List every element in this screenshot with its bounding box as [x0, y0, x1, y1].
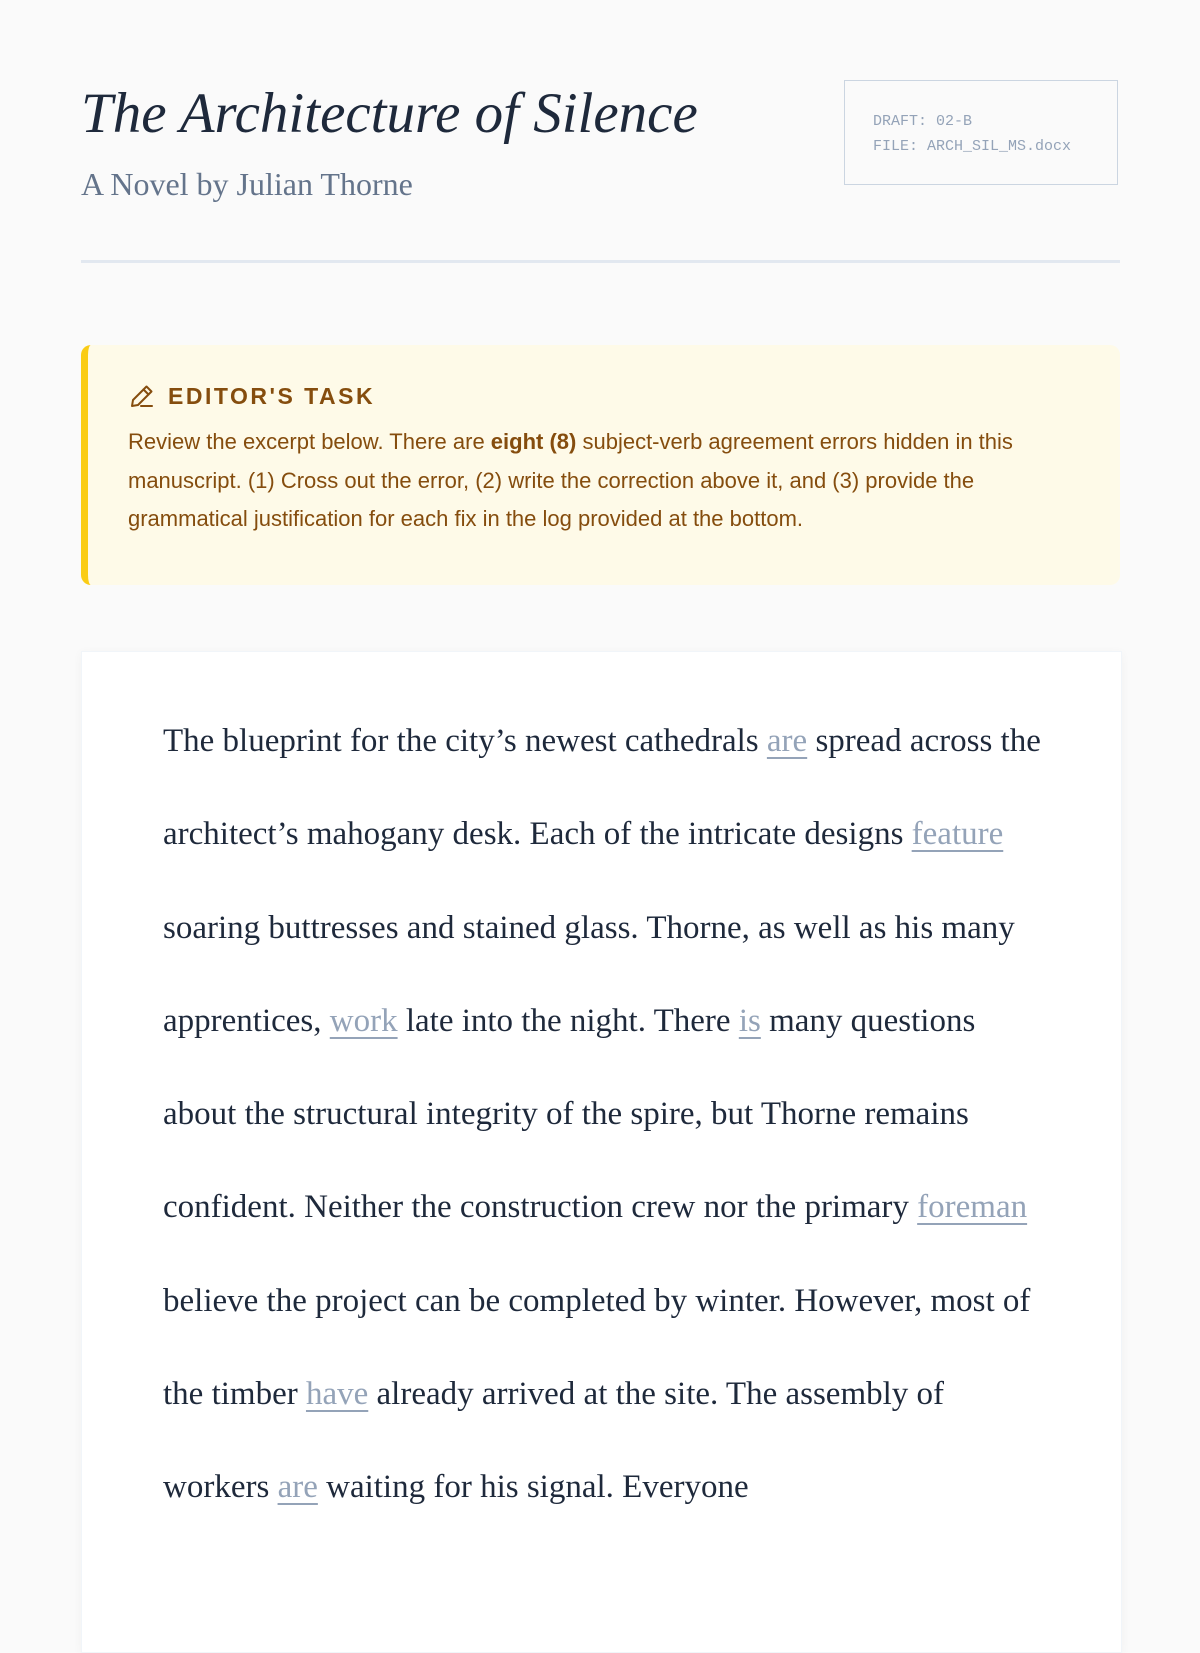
header-divider [81, 260, 1120, 263]
manuscript-page [81, 651, 1122, 1653]
book-subtitle: A Novel by Julian Thorne [81, 166, 413, 202]
pencil-icon [128, 382, 156, 410]
file-label: FILE: ARCH_SIL_MS.docx [873, 138, 1072, 155]
manuscript-excerpt [163, 695, 1043, 1535]
excerpt-text: late into the night. There [397, 1002, 739, 1039]
excerpt-text: waiting for his signal. Everyone [317, 1469, 749, 1506]
task-text-part-2: subject-verb agreement errors hidden in this manuscript. (1) Cross out the error, (2) write the correction above it, and (3) provide the grammatical justification for each fix in the log provided at the bottom. [128, 429, 1013, 531]
task-title: EDITOR'S TASK [168, 382, 376, 409]
task-text-part-1: Review the excerpt below. There are [128, 429, 491, 454]
flagged-word[interactable]: have [305, 1376, 369, 1413]
excerpt-text: The blueprint for the city’s newest cathedrals [163, 723, 767, 759]
flagged-word[interactable]: foreman [917, 1189, 1028, 1226]
excerpt-text: spread across the architect’s mahogany desk. Each of the intricate designs [163, 723, 1041, 853]
flagged-word[interactable]: is [738, 1002, 761, 1039]
draft-label: DRAFT: 02-B [873, 113, 973, 130]
file-info-box [844, 80, 1118, 185]
excerpt-text: many questions about the structural integrity of the spire, but Thorne remains confident. Neither the construction crew nor the primary [163, 1002, 976, 1226]
editor-task-callout [81, 345, 1120, 585]
flagged-word[interactable]: feature [911, 816, 1004, 853]
flagged-word[interactable]: are [766, 723, 808, 759]
excerpt-text: soaring buttresses and stained glass. Thorne, as well as his many apprentices, [163, 909, 1015, 1039]
book-title: The Architecture of Silence [81, 82, 698, 145]
flagged-word[interactable]: are [277, 1469, 318, 1506]
manuscript-header [81, 0, 1120, 264]
excerpt-text: believe the project can be completed by winter. However, most of the timber [163, 1282, 1031, 1413]
task-instructions [128, 423, 1068, 539]
flagged-word[interactable]: work [329, 1002, 398, 1039]
task-error-count: eight (8) [490, 429, 577, 454]
task-heading [128, 381, 1080, 411]
excerpt-text: already arrived at the site. The assembly of workers [163, 1376, 945, 1506]
